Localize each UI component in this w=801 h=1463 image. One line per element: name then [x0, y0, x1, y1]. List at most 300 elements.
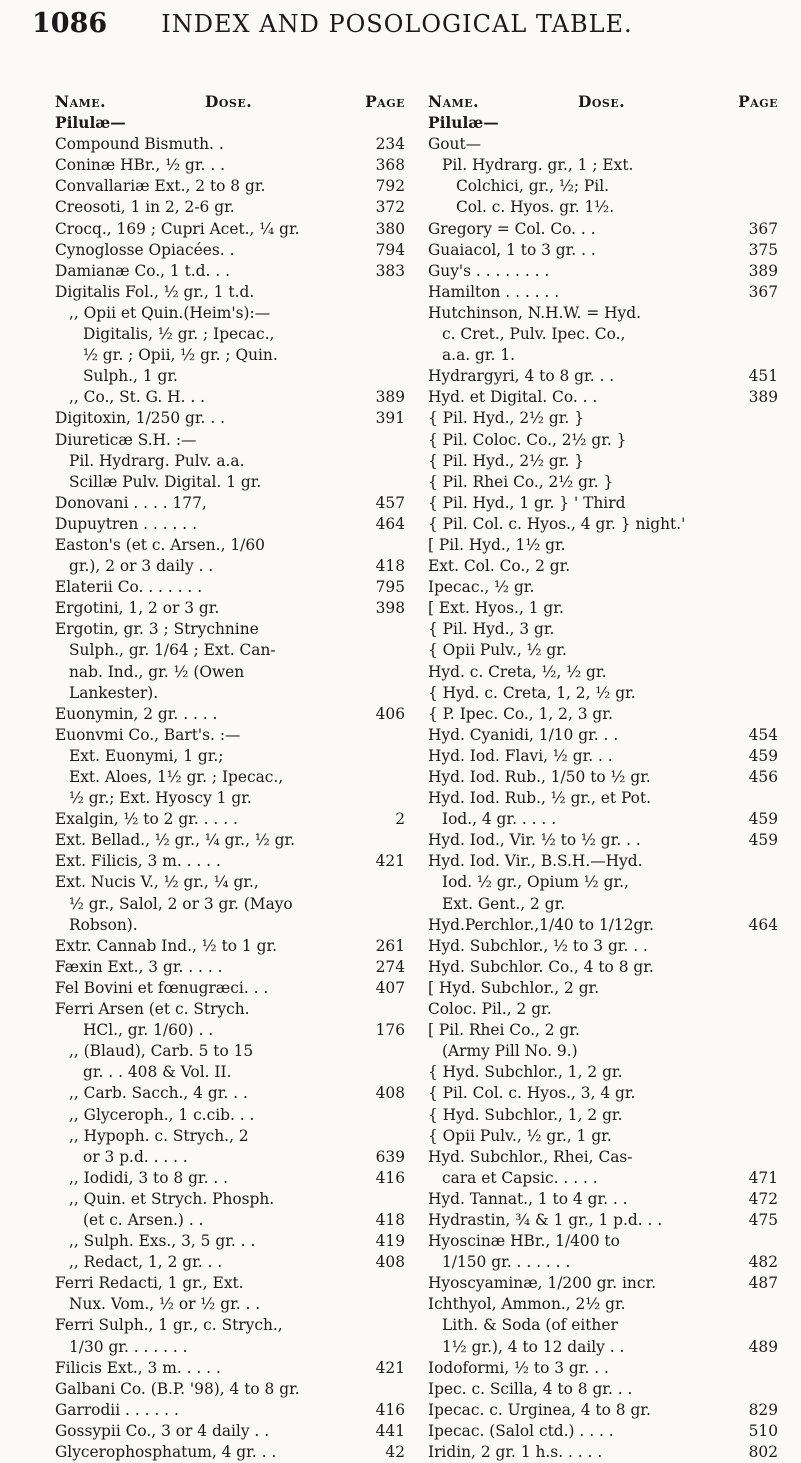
entry-text: Donovani . . . . 177, — [55, 493, 207, 512]
index-entry — [55, 1231, 405, 1252]
entry-page: 454 — [748, 725, 778, 744]
dose-heading: Dose. — [578, 93, 626, 111]
entry-text: (et c. Arsen.) . . — [83, 1210, 204, 1229]
entry-text: Digitalis, ½ gr. ; Ipecac., — [83, 325, 275, 344]
index-entry — [428, 1315, 778, 1336]
entry-text: Cynoglosse Opiacées. . — [55, 240, 235, 259]
entry-text: Iridin, 2 gr. 1 h.s. . . . . — [428, 1443, 603, 1461]
entry-text: Filicis Ext., 3 m. . . . . — [55, 1358, 221, 1377]
index-entry — [428, 936, 778, 957]
index-entry — [428, 746, 778, 767]
entry-text: Damianæ Co., 1 t.d. . . — [55, 261, 231, 280]
entry-text: Ferri Arsen (et c. Strych. — [55, 1000, 250, 1019]
entry-text: Hyd. Iod. Rub., 1/50 to ½ gr. — [428, 768, 651, 786]
entry-text: Pil. Hydrarg. Pulv. a.a. — [69, 451, 245, 470]
index-entry — [428, 430, 778, 451]
index-entry — [428, 155, 778, 176]
index-entry — [428, 1252, 778, 1273]
index-entry — [55, 999, 405, 1020]
entry-page: 464 — [375, 514, 405, 533]
entry-text: { Pil. Hyd., 3 gr. — [428, 620, 555, 639]
entry-text: [ Ext. Hyos., 1 gr. — [428, 599, 564, 618]
index-entry — [428, 1210, 778, 1231]
entry-text: or 3 p.d. . . . . — [83, 1147, 188, 1166]
entry-text: { Pil. Coloc. Co., 2½ gr. } — [428, 430, 627, 449]
entry-text: 1/30 gr. . . . . . . — [69, 1337, 188, 1356]
section-heading: Pilulæ— — [55, 114, 126, 133]
entry-text: ,, Carb. Sacch., 4 gr. . . — [69, 1084, 248, 1103]
entry-page: 489 — [748, 1337, 778, 1356]
index-entry — [55, 725, 405, 746]
entry-text: Coninæ HBr., ½ gr. . . — [55, 156, 226, 175]
index-entry — [55, 577, 405, 598]
entry-text: { Opii Pulv., ½ gr. — [428, 641, 567, 660]
index-entry — [55, 1168, 405, 1189]
entry-text: { P. Ipec. Co., 1, 2, 3 gr. — [428, 704, 613, 723]
entry-page: 416 — [375, 1400, 405, 1419]
page-heading: Page — [365, 93, 405, 111]
entry-text: ,, (Blaud), Carb. 5 to 15 — [69, 1042, 254, 1061]
entry-text: Hyd. Subchlor. Co., 4 to 8 gr. — [428, 957, 654, 976]
index-entry — [55, 640, 405, 661]
index-entry — [428, 197, 778, 218]
name-heading: Name. — [55, 93, 107, 111]
entry-text: (Army Pill No. 9.) — [442, 1042, 578, 1061]
entry-text: nab. Ind., gr. ½ (Owen — [69, 662, 245, 681]
entry-text: Compound Bismuth. . — [55, 135, 224, 154]
entry-list — [428, 134, 778, 1463]
index-entry — [55, 430, 405, 451]
index-entry — [428, 1105, 778, 1126]
entry-text: Iod., 4 gr. . . . . — [442, 810, 557, 829]
entry-text: Hyd. Subchlor., Rhei, Cas- — [428, 1147, 633, 1166]
index-entry — [55, 619, 405, 640]
entry-page: 464 — [748, 915, 778, 934]
index-entry — [55, 1126, 405, 1147]
name-heading: Name. — [428, 93, 480, 111]
index-entry — [55, 1105, 405, 1126]
entry-text: { Pil. Col. c. Hyos., 3, 4 gr. — [428, 1084, 636, 1103]
column-headings — [428, 92, 778, 113]
entry-text: Euonymin, 2 gr. . . . . — [55, 704, 218, 723]
index-entry — [55, 345, 405, 366]
entry-text: Digitalis Fol., ½ gr., 1 t.d. — [55, 282, 255, 301]
index-entry — [428, 1421, 778, 1442]
index-entry — [428, 598, 778, 619]
entry-text: Hutchinson, N.H.W. = Hyd. — [428, 303, 641, 322]
entry-text: { Pil. Hyd., 1 gr. } ' Third — [428, 493, 626, 512]
index-entry — [55, 683, 405, 704]
entry-text: gr. . . 408 & Vol. II. — [83, 1063, 232, 1082]
entry-text: ,, Glyceroph., 1 c.cib. . . — [69, 1105, 255, 1124]
entry-text: Ferri Sulph., 1 gr., c. Strych., — [55, 1316, 283, 1335]
entry-text: Hyoscyaminæ, 1/200 gr. incr. — [428, 1274, 657, 1293]
index-entry — [428, 1379, 778, 1400]
index-entry — [55, 978, 405, 999]
index-entry — [55, 1083, 405, 1104]
entry-text: { Pil. Hyd., 2½ gr. } — [428, 451, 585, 470]
index-entry — [55, 1273, 405, 1294]
index-entry — [55, 1020, 405, 1041]
entry-text: Hyoscinæ HBr., 1/400 to — [428, 1232, 620, 1251]
entry-text: Ferri Redacti, 1 gr., Ext. — [55, 1274, 244, 1293]
index-entry — [55, 1421, 405, 1442]
entry-text: ,, Redact, 1, 2 gr. . . — [69, 1253, 223, 1272]
index-entry — [55, 1147, 405, 1168]
entry-text: Extr. Cannab Ind., ½ to 1 gr. — [55, 936, 278, 955]
column-headings — [55, 92, 405, 113]
index-entry — [55, 872, 405, 893]
index-entry — [55, 662, 405, 683]
entry-text: c. Cret., Pulv. Ipec. Co., — [442, 325, 626, 344]
index-entry — [55, 282, 405, 303]
index-entry — [55, 366, 405, 387]
entry-text: Glycerophosphatum, 4 gr. . . — [55, 1443, 277, 1461]
entry-text: Coloc. Pil., 2 gr. — [428, 1000, 552, 1019]
entry-text: cara et Capsic. . . . . — [442, 1168, 598, 1187]
entry-page: 389 — [375, 388, 405, 407]
entry-text: 1/150 gr. . . . . . . — [442, 1253, 571, 1272]
entry-page: 457 — [375, 493, 405, 512]
index-entry — [55, 535, 405, 556]
entry-page: 510 — [748, 1421, 778, 1440]
entry-text: { Pil. Rhei Co., 2½ gr. } — [428, 472, 614, 491]
entry-page: 472 — [748, 1189, 778, 1208]
index-entry — [428, 408, 778, 429]
entry-text: Nux. Vom., ½ or ½ gr. . . — [69, 1295, 261, 1314]
left-column — [55, 92, 405, 1463]
index-entry — [428, 1189, 778, 1210]
entry-text: ½ gr., Salol, 2 or 3 gr. (Mayo — [69, 894, 293, 913]
entry-text: gr.), 2 or 3 daily . . — [69, 557, 214, 576]
entry-text: Hyd. Iod., Vir. ½ to ½ gr. . . — [428, 831, 641, 850]
index-entry — [428, 830, 778, 851]
entry-text: Digitoxin, 1/250 gr. . . — [55, 409, 226, 428]
entry-page: 418 — [375, 557, 405, 576]
entry-text: Robson). — [69, 915, 138, 934]
index-entry — [428, 451, 778, 472]
entry-text: Ext. Filicis, 3 m. . . . . — [55, 852, 221, 871]
entry-text: Scillæ Pulv. Digital. 1 gr. — [69, 472, 262, 491]
index-entry — [55, 261, 405, 282]
entry-page: 375 — [748, 240, 778, 259]
entry-text: Dupuytren . . . . . . — [55, 514, 197, 533]
index-entry — [55, 134, 405, 155]
entry-text: HCl., gr. 1/60) . . — [83, 1021, 214, 1040]
index-entry — [428, 535, 778, 556]
entry-text: Hyd. Subchlor., ½ to 3 gr. . . — [428, 936, 648, 955]
index-entry — [55, 1337, 405, 1358]
page-heading: Page — [738, 93, 778, 111]
entry-page: 234 — [375, 135, 405, 154]
index-entry — [55, 240, 405, 261]
index-entry — [428, 240, 778, 261]
index-entry — [55, 957, 405, 978]
index-entry — [55, 197, 405, 218]
index-entry — [55, 472, 405, 493]
index-entry — [428, 957, 778, 978]
entry-page: 421 — [375, 852, 405, 871]
entry-page: 407 — [375, 978, 405, 997]
index-entry — [428, 514, 778, 535]
index-entry — [55, 1358, 405, 1379]
entry-text: ,, Sulph. Exs., 3, 5 gr. . . — [69, 1232, 256, 1251]
index-entry — [428, 324, 778, 345]
index-entry — [428, 619, 778, 640]
entry-page: 380 — [375, 219, 405, 238]
entry-text: Hyd. Iod. Flavi, ½ gr. . . — [428, 746, 613, 765]
index-entry — [55, 493, 405, 514]
entry-text: Gossypii Co., 3 or 4 daily . . — [55, 1421, 270, 1440]
entry-page: 418 — [375, 1210, 405, 1229]
entry-page: 391 — [375, 409, 405, 428]
entry-text: Easton's (et c. Arsen., 1/60 — [55, 535, 265, 554]
index-entry — [55, 767, 405, 788]
index-entry — [428, 472, 778, 493]
index-entry — [428, 662, 778, 683]
index-entry — [428, 894, 778, 915]
index-entry — [428, 915, 778, 936]
index-entry — [428, 1126, 778, 1147]
entry-text: Fæxin Ext., 3 gr. . . . . — [55, 957, 223, 976]
entry-text: Gout— — [428, 135, 482, 154]
entry-text: Hydrargyri, 4 to 8 gr. . . — [428, 367, 615, 386]
entry-page: 487 — [748, 1274, 778, 1293]
entry-text: Galbani Co. (B.P. '98), 4 to 8 gr. — [55, 1379, 300, 1398]
entry-page: 829 — [748, 1400, 778, 1419]
entry-page: 419 — [375, 1232, 405, 1251]
index-entry — [55, 1062, 405, 1083]
entry-text: 1½ gr.), 4 to 12 daily . . — [442, 1337, 625, 1356]
entry-text: Colchici, gr., ½; Pil. — [456, 177, 610, 196]
entry-list — [55, 134, 405, 1463]
index-entry — [428, 219, 778, 240]
entry-text: Lankester). — [69, 683, 159, 702]
entry-text: Sulph., 1 gr. — [83, 367, 178, 386]
entry-text: Garrodii . . . . . . — [55, 1400, 179, 1419]
index-entry — [55, 1189, 405, 1210]
index-entry — [428, 1020, 778, 1041]
entry-text: [ Hyd. Subchlor., 2 gr. — [428, 978, 600, 997]
entry-text: Hyd. Tannat., 1 to 4 gr. . . — [428, 1189, 628, 1208]
index-entry — [428, 1147, 778, 1168]
entry-page: 398 — [375, 599, 405, 618]
entry-text: [ Pil. Hyd., 1½ gr. — [428, 535, 566, 554]
entry-page: 421 — [375, 1358, 405, 1377]
index-entry — [55, 915, 405, 936]
index-entry — [428, 1273, 778, 1294]
entry-text: Gregory = Col. Co. . . — [428, 219, 596, 238]
entry-page: 2 — [395, 810, 405, 829]
index-entry — [428, 282, 778, 303]
entry-text: Convallariæ Ext., 2 to 8 gr. — [55, 177, 266, 196]
entry-text: Elaterii Co. . . . . . . — [55, 578, 203, 597]
index-entry — [428, 556, 778, 577]
index-entry — [55, 894, 405, 915]
entry-text: Iod. ½ gr., Opium ½ gr., — [442, 873, 629, 892]
index-entry — [428, 176, 778, 197]
index-entry — [428, 1400, 778, 1421]
entry-page: 459 — [748, 810, 778, 829]
entry-text: [ Pil. Rhei Co., 2 gr. — [428, 1021, 580, 1040]
index-entry — [55, 809, 405, 830]
entry-page: 42 — [385, 1443, 405, 1461]
index-entry — [55, 936, 405, 957]
index-entry — [428, 767, 778, 788]
index-entry — [428, 261, 778, 282]
index-entry — [55, 851, 405, 872]
dose-heading: Dose. — [205, 93, 253, 111]
entry-page: 802 — [748, 1443, 778, 1461]
index-entry — [55, 1041, 405, 1062]
index-entry — [428, 872, 778, 893]
index-entry — [428, 788, 778, 809]
entry-text: Exalgin, ½ to 2 gr. . . . . — [55, 810, 238, 829]
entry-page: 367 — [748, 282, 778, 301]
entry-page: 441 — [375, 1421, 405, 1440]
entry-text: a.a. gr. 1. — [442, 346, 516, 365]
index-entry — [428, 1083, 778, 1104]
entry-page: 459 — [748, 831, 778, 850]
entry-page: 475 — [748, 1210, 778, 1229]
page-number: 1086 — [32, 8, 108, 39]
index-entry — [428, 366, 778, 387]
entry-text: Fel Bovini et fœnugræci. . . — [55, 978, 269, 997]
entry-text: ,, Opii et Quin.(Heim's):— — [69, 303, 271, 322]
index-entry — [55, 1315, 405, 1336]
entry-text: Ichthyol, Ammon., 2½ gr. — [428, 1295, 626, 1314]
entry-text: Pil. Hydrarg. gr., 1 ; Ext. — [442, 156, 634, 175]
index-entry — [428, 303, 778, 324]
entry-page: 471 — [748, 1168, 778, 1187]
entry-text: Ergotini, 1, 2 or 3 gr. — [55, 599, 220, 618]
index-entry — [428, 1062, 778, 1083]
entry-text: { Pil. Hyd., 2½ gr. } — [428, 409, 585, 428]
entry-text: Ext. Euonymi, 1 gr.; — [69, 746, 224, 765]
index-entry — [428, 851, 778, 872]
entry-text: Crocq., 169 ; Cupri Acet., ¼ gr. — [55, 219, 300, 238]
index-entry — [428, 809, 778, 830]
entry-text: Hyd. et Digital. Co. . . — [428, 388, 598, 407]
entry-text: { Pil. Col. c. Hyos., 4 gr. } night.' — [428, 514, 686, 533]
page-header — [32, 8, 762, 54]
entry-text: Ipec. c. Scilla, 4 to 8 gr. . . — [428, 1379, 633, 1398]
index-entry — [428, 1442, 778, 1463]
entry-text: Guaiacol, 1 to 3 gr. . . — [428, 240, 596, 259]
entry-page: 176 — [375, 1021, 405, 1040]
entry-page: 482 — [748, 1253, 778, 1272]
entry-text: Col. c. Hyos. gr. 1½. — [456, 198, 615, 217]
entry-text: ½ gr.; Ext. Hyoscy 1 gr. — [69, 789, 252, 808]
entry-page: 459 — [748, 746, 778, 765]
entry-page: 408 — [375, 1253, 405, 1272]
entry-text: Ergotin, gr. 3 ; Strychnine — [55, 620, 259, 639]
index-entry — [55, 556, 405, 577]
entry-text: Hydrastin, ¾ & 1 gr., 1 p.d. . . — [428, 1210, 663, 1229]
index-entry — [55, 788, 405, 809]
index-entry — [55, 1252, 405, 1273]
page-title: INDEX AND POSOLOGICAL TABLE. — [161, 10, 633, 38]
index-entry — [55, 387, 405, 408]
entry-text: { Hyd. Subchlor., 1, 2 gr. — [428, 1063, 623, 1082]
index-entry — [55, 176, 405, 197]
entry-page: 368 — [375, 156, 405, 175]
entry-text: Lith. & Soda (of either — [442, 1316, 618, 1335]
entry-text: Ipecac. c. Urginea, 4 to 8 gr. — [428, 1400, 651, 1419]
entry-text: ,, Quin. et Strych. Phosph. — [69, 1189, 275, 1208]
entry-page: 274 — [375, 957, 405, 976]
entry-page: 389 — [748, 261, 778, 280]
index-entry — [428, 978, 778, 999]
entry-text: Ipecac., ½ gr. — [428, 578, 535, 597]
index-entry — [428, 577, 778, 598]
entry-text: ½ gr. ; Opii, ½ gr. ; Quin. — [83, 346, 278, 365]
index-entry — [428, 999, 778, 1020]
entry-text: { Hyd. Subchlor., 1, 2 gr. — [428, 1105, 623, 1124]
entry-text: Creosoti, 1 in 2, 2-6 gr. — [55, 198, 235, 217]
entry-text: Ipecac. (Salol ctd.) . . . . — [428, 1421, 614, 1440]
entry-text: { Opii Pulv., ½ gr., 1 gr. — [428, 1126, 612, 1145]
entry-text: Ext. Nucis V., ½ gr., ¼ gr., — [55, 873, 259, 892]
entry-page: 367 — [748, 219, 778, 238]
entry-text: Diureticæ S.H. :— — [55, 430, 197, 449]
index-entry — [428, 493, 778, 514]
index-entry — [428, 704, 778, 725]
entry-text: Guy's . . . . . . . . — [428, 261, 550, 280]
entry-page: 795 — [375, 578, 405, 597]
index-entry — [428, 1041, 778, 1062]
index-entry — [428, 640, 778, 661]
index-entry — [55, 1210, 405, 1231]
entry-page: 451 — [748, 367, 778, 386]
entry-page: 389 — [748, 388, 778, 407]
entry-page: 794 — [375, 240, 405, 259]
entry-text: Sulph., gr. 1/64 ; Ext. Can- — [69, 641, 276, 660]
entry-page: 406 — [375, 704, 405, 723]
index-entry — [428, 134, 778, 155]
entry-page: 639 — [375, 1147, 405, 1166]
entry-text: Hyd. c. Creta, ½, ½ gr. — [428, 662, 607, 681]
entry-page: 792 — [375, 177, 405, 196]
index-entry — [55, 324, 405, 345]
index-entry — [55, 1294, 405, 1315]
index-entry — [428, 387, 778, 408]
index-entry — [428, 1294, 778, 1315]
entry-text: Ext. Col. Co., 2 gr. — [428, 557, 571, 576]
entry-text: Ext. Bellad., ½ gr., ¼ gr., ½ gr. — [55, 831, 296, 850]
index-entry — [428, 1337, 778, 1358]
index-entry — [428, 725, 778, 746]
entry-text: Euonvmi Co., Bart's. :— — [55, 725, 241, 744]
index-entry — [55, 408, 405, 429]
entry-page: 261 — [375, 936, 405, 955]
index-entry — [55, 155, 405, 176]
entry-text: Hyd.Perchlor.,1/40 to 1/12gr. — [428, 915, 654, 934]
entry-text: Hyd. Cyanidi, 1/10 gr. . . — [428, 725, 619, 744]
index-entry — [428, 1358, 778, 1379]
index-entry — [55, 746, 405, 767]
section-heading: Pilulæ— — [428, 114, 499, 133]
index-entry — [428, 1168, 778, 1189]
entry-text: Ext. Gent., 2 gr. — [442, 894, 566, 913]
index-entry — [55, 830, 405, 851]
right-column — [428, 92, 778, 1463]
entry-text: ,, Hypoph. c. Strych., 2 — [69, 1126, 249, 1145]
index-entry — [55, 219, 405, 240]
index-entry — [55, 303, 405, 324]
index-entry — [55, 1379, 405, 1400]
index-entry — [55, 598, 405, 619]
